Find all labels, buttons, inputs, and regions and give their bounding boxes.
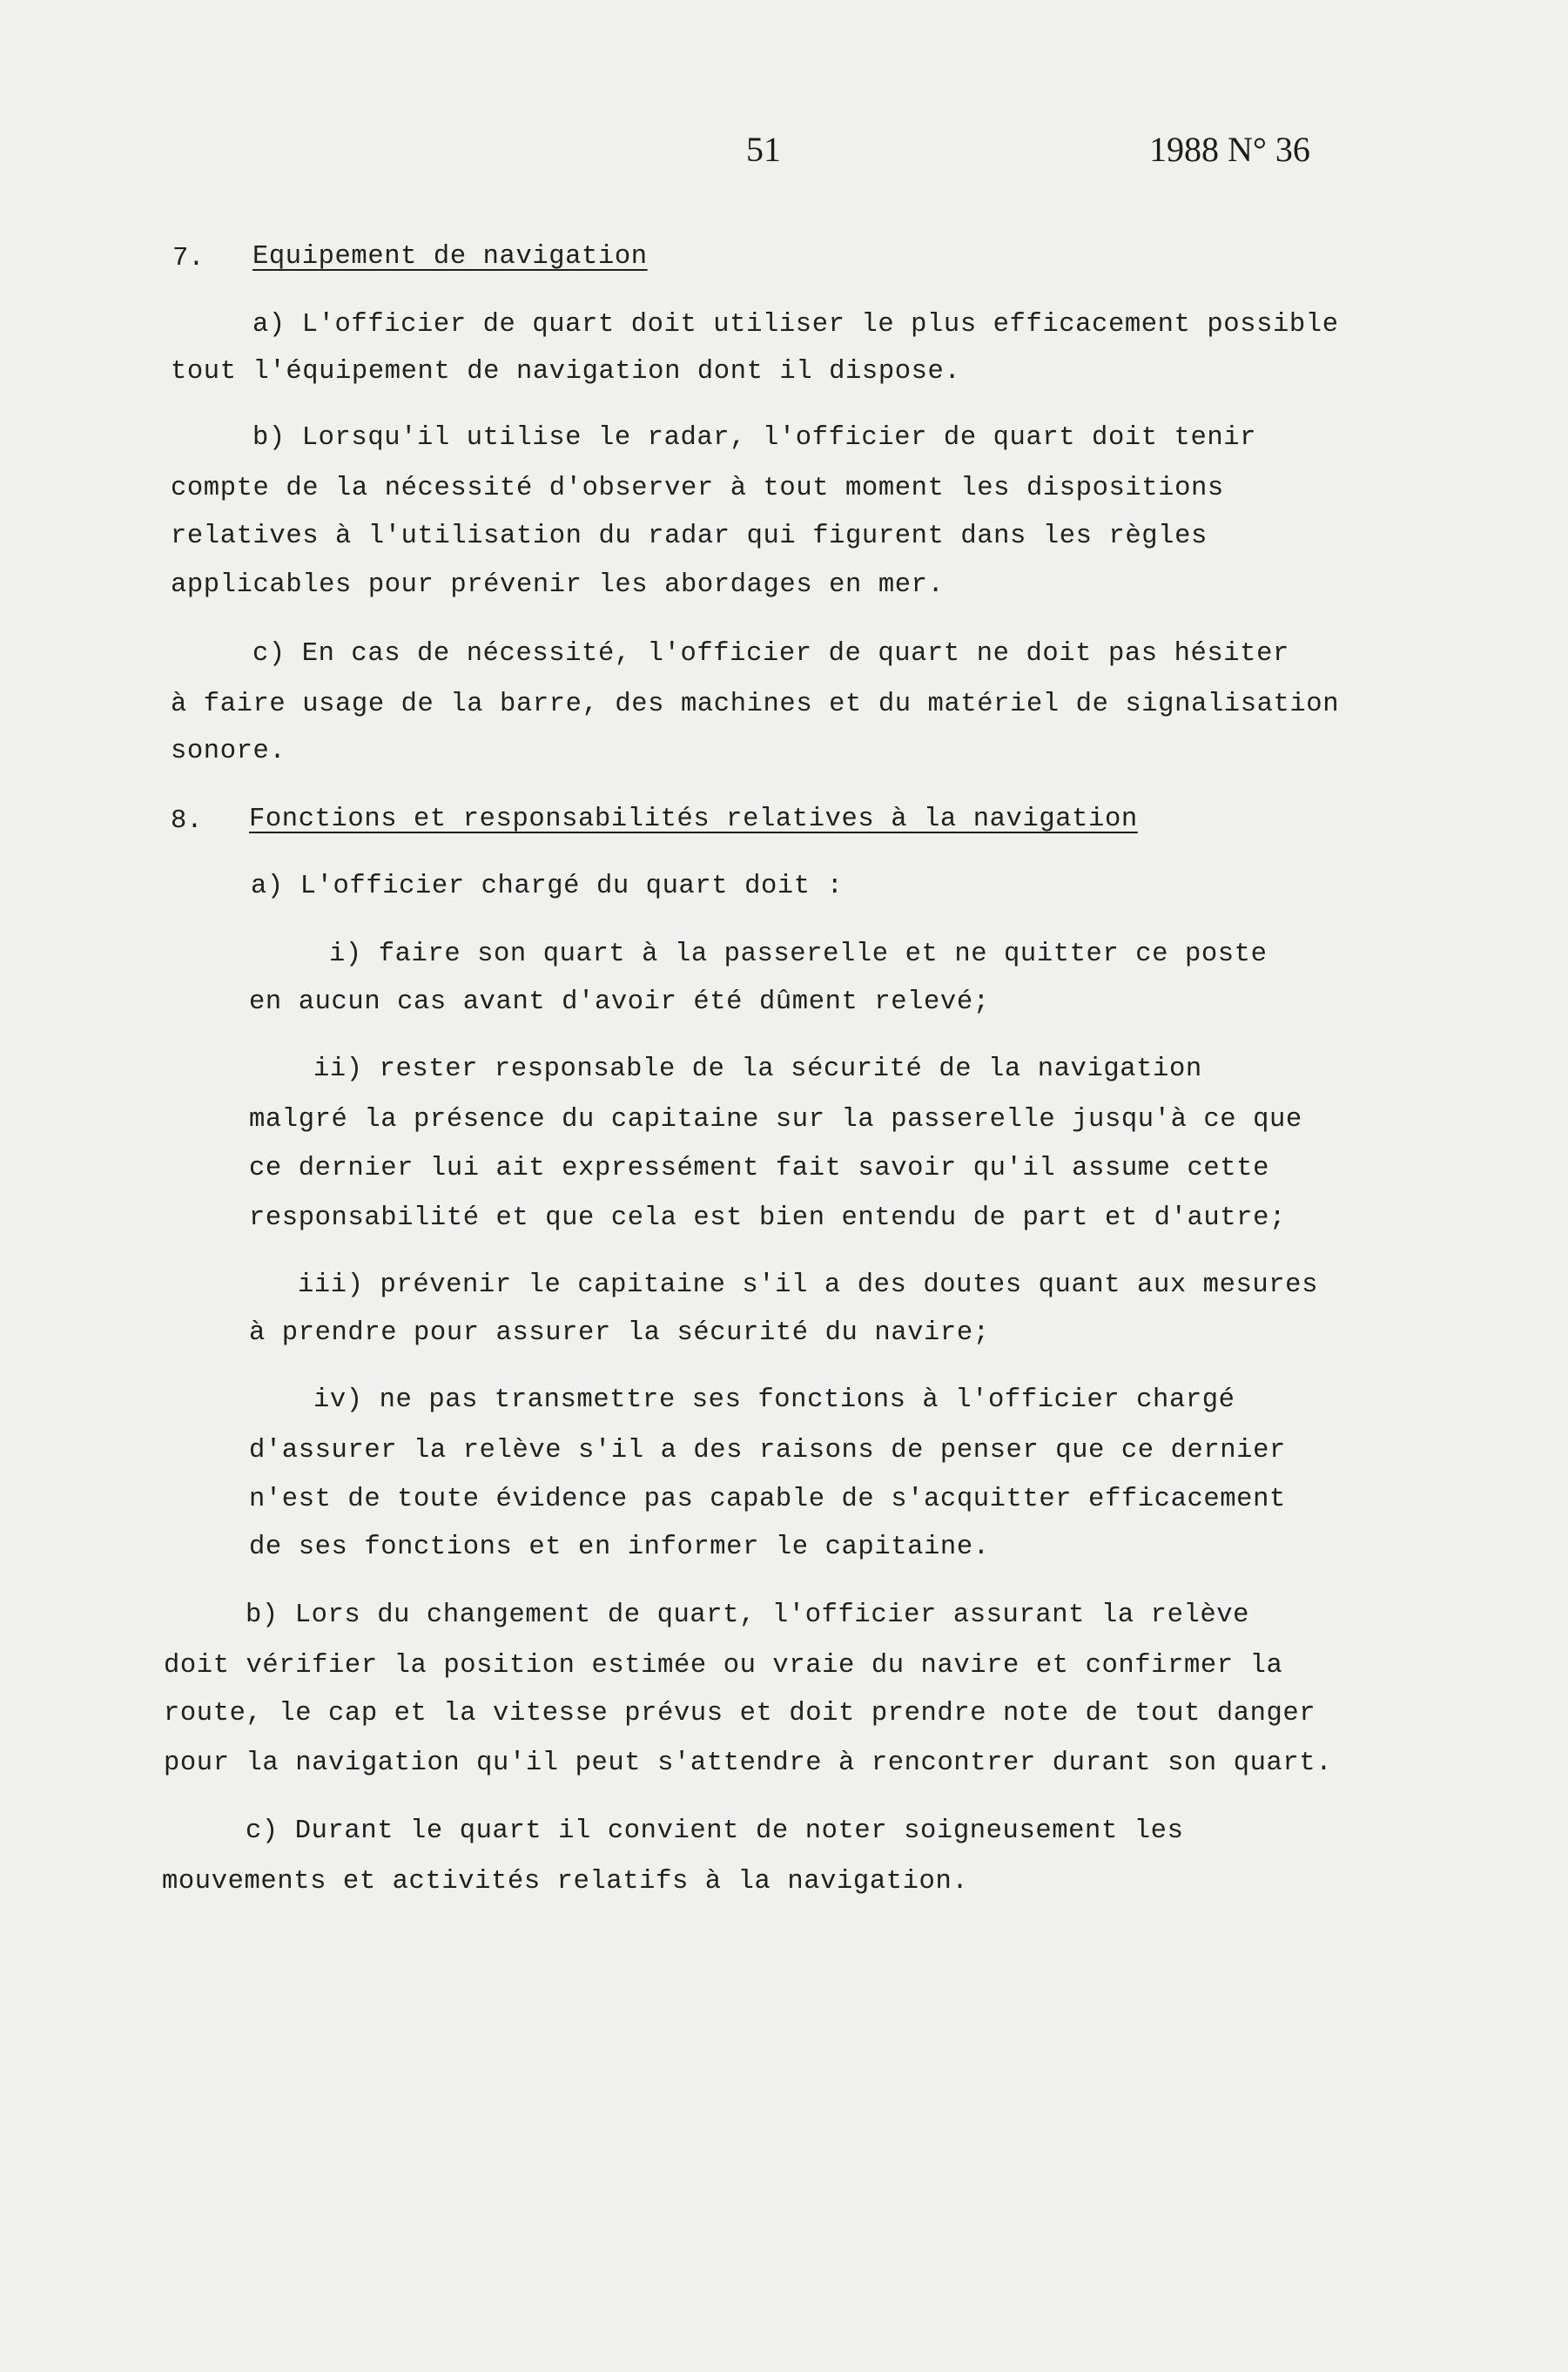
section-8-title: Fonctions et responsabilités relatives à la navigation [249,805,1138,834]
item-ii-line: ce dernier lui ait expressément fait savoir qu'il assume cette [249,1154,1269,1183]
gazette-reference: 1988 N° 36 [1149,130,1310,169]
item-ii-line: responsabilité et que cela est bien entendu de part et d'autre; [249,1203,1286,1233]
item-iv-line: n'est de toute évidence pas capable de s'acquitter efficacement [249,1485,1286,1514]
item-ii-line: ii) rester responsable de la sécurité de la navigation [313,1055,1202,1084]
section-7-title: Equipement de navigation [252,242,648,272]
section-7-number: 7. [172,244,205,273]
item-iv-line: de ses fonctions et en informer le capitaine. [249,1533,990,1562]
para-8a-intro: a) L'officier chargé du quart doit : [251,872,844,901]
item-ii-line: malgré la présence du capitaine sur la passerelle jusqu'à ce que [249,1105,1302,1135]
para-8b-line: pour la navigation qu'il peut s'attendre à rencontrer durant son quart. [164,1749,1333,1778]
section-8-number: 8. [171,806,203,836]
para-8c-line: mouvements et activités relatifs à la navigation. [162,1867,969,1897]
item-i-line: en aucun cas avant d'avoir été dûment relevé; [249,987,990,1017]
item-iii-line: iii) prévenir le capitaine s'il a des doutes quant aux mesures [298,1270,1318,1300]
page-number: 51 [746,130,781,169]
item-iv-line: iv) ne pas transmettre ses fonctions à l'officier chargé [313,1385,1235,1415]
item-iii-line: à prendre pour assurer la sécurité du navire; [249,1318,990,1348]
para-7b-line: relatives à l'utilisation du radar qui figurent dans les règles [171,522,1208,551]
item-iv-line: d'assurer la relève s'il a des raisons de penser que ce dernier [249,1436,1286,1466]
para-7b-line: applicables pour prévenir les abordages en mer. [171,570,945,600]
para-7a-line: a) L'officier de quart doit utiliser le plus efficacement possible [252,310,1339,340]
para-8b-line: b) Lors du changement de quart, l'officier assurant la relève [246,1600,1250,1630]
item-i-line: i) faire son quart à la passerelle et ne quitter ce poste [329,940,1268,969]
para-7c-line: c) En cas de nécessité, l'officier de quart ne doit pas hésiter [252,639,1289,669]
para-7c-line: sonore. [171,737,286,766]
para-8b-line: doit vérifier la position estimée ou vraie du navire et confirmer la [164,1651,1283,1681]
para-7b-line: b) Lorsqu'il utilise le radar, l'officier de quart doit tenir [252,423,1257,453]
para-8c-line: c) Durant le quart il convient de noter soigneusement les [246,1816,1184,1846]
para-7b-line: compte de la nécessité d'observer à tout moment les dispositions [171,474,1224,503]
para-7a-line: tout l'équipement de navigation dont il dispose. [171,357,961,387]
para-7c-line: à faire usage de la barre, des machines et du matériel de signalisation [171,690,1340,719]
para-8b-line: route, le cap et la vitesse prévus et doit prendre note de tout danger [164,1699,1316,1728]
